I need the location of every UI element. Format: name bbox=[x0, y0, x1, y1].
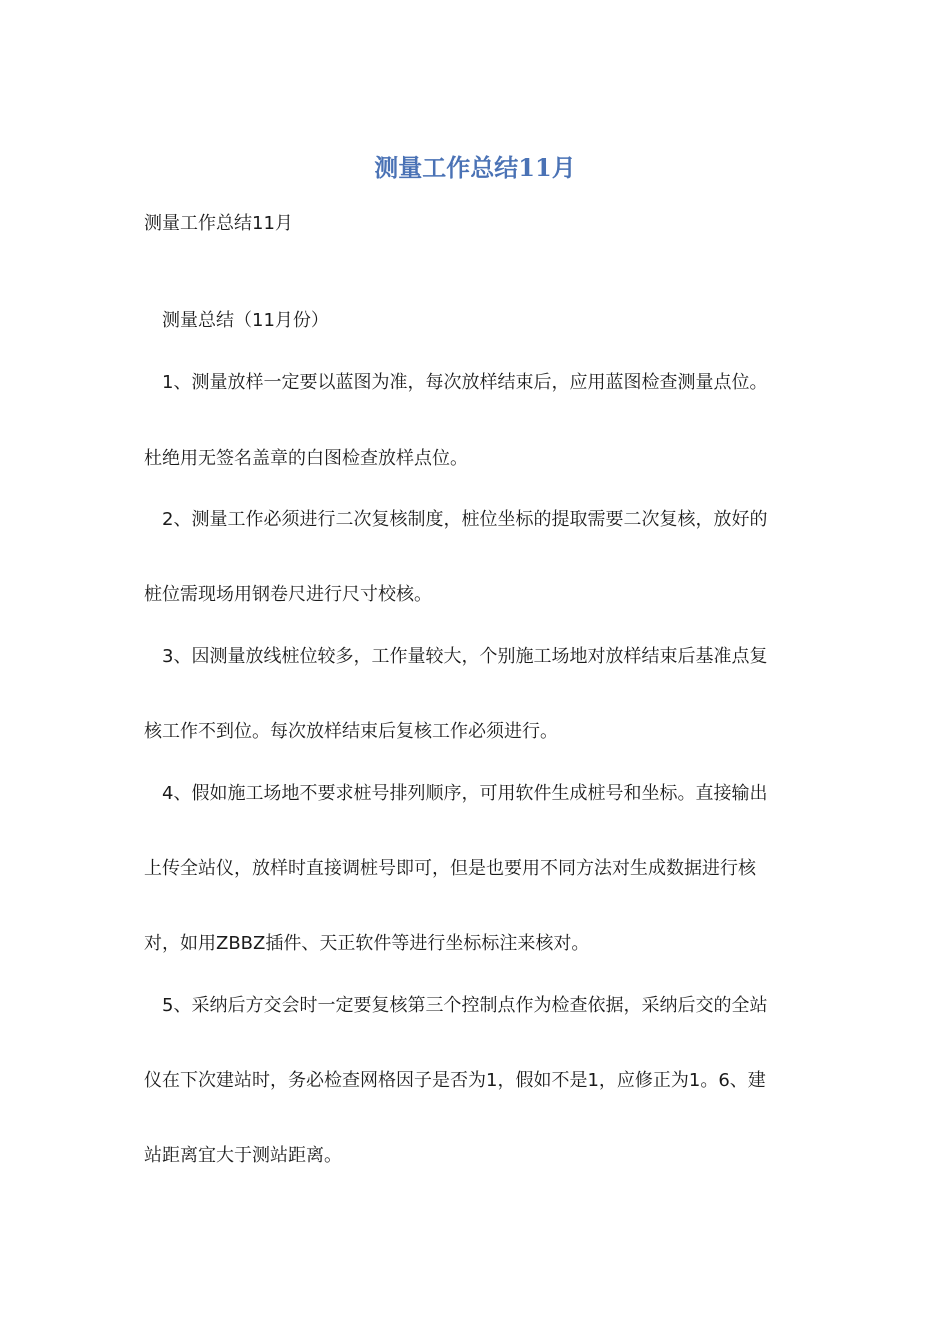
document-subtitle: 测量工作总结11月 bbox=[144, 213, 293, 234]
paragraph-line: 4、假如施工场地不要求桩号排列顺序，可用软件生成桩号和坐标。直接输出 bbox=[162, 783, 768, 804]
paragraph-line: 杜绝用无签名盖章的白图检查放样点位。 bbox=[144, 448, 468, 469]
section-heading: 测量总结（11月份） bbox=[162, 310, 329, 331]
paragraph-line: 上传全站仪，放样时直接调桩号即可，但是也要用不同方法对生成数据进行核 bbox=[144, 858, 756, 879]
paragraph-line: 5、采纳后方交会时一定要复核第三个控制点作为检查依据，采纳后交的全站 bbox=[162, 995, 768, 1016]
paragraph-line: 对，如用ZBBZ插件、天正软件等进行坐标标注来核对。 bbox=[144, 933, 590, 954]
paragraph-line: 2、测量工作必须进行二次复核制度，桩位坐标的提取需要二次复核，放好的 bbox=[162, 509, 768, 530]
paragraph-line: 仪在下次建站时，务必检查网格因子是否为1，假如不是1，应修正为1。6、建 bbox=[144, 1070, 766, 1091]
paragraph-line: 桩位需现场用钢卷尺进行尺寸校核。 bbox=[144, 584, 432, 605]
paragraph-line: 3、因测量放线桩位较多，工作量较大，个别施工场地对放样结束后基准点复 bbox=[162, 646, 768, 667]
paragraph-line: 1、测量放样一定要以蓝图为准，每次放样结束后，应用蓝图检查测量点位。 bbox=[162, 372, 768, 393]
paragraph-line: 站距离宜大于测站距离。 bbox=[144, 1145, 342, 1166]
paragraph-line: 核工作不到位。每次放样结束后复核工作必须进行。 bbox=[144, 721, 558, 742]
document-title: 测量工作总结11月 bbox=[374, 153, 576, 182]
